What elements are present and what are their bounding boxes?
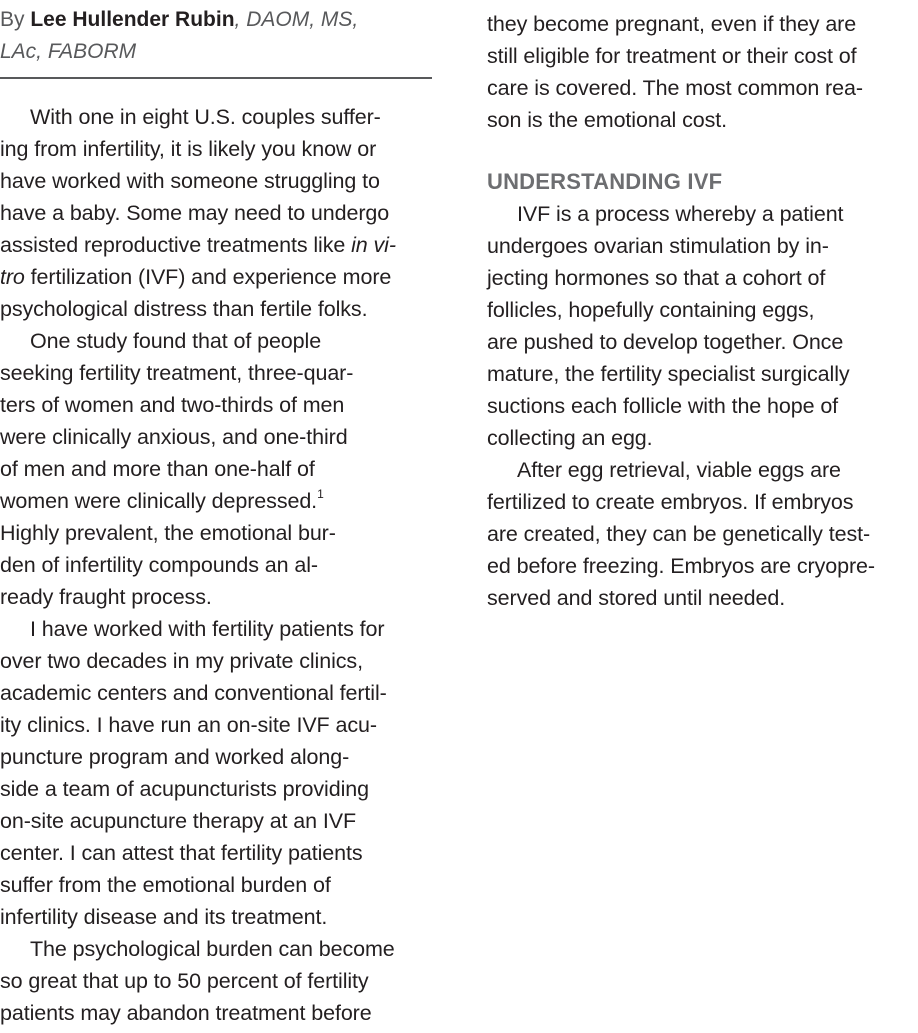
text-line: have worked with someone struggling to bbox=[0, 169, 380, 193]
text-line: ity clinics. I have run an on-site IVF acu- bbox=[0, 713, 377, 737]
section-heading: UNDERSTANDING IVF bbox=[487, 169, 723, 194]
text-line: son is the emotional cost. bbox=[487, 108, 727, 132]
text-line: still eligible for treatment or their cost of bbox=[487, 44, 857, 68]
text-line: fertilized to create embryos. If embryos bbox=[487, 490, 854, 514]
text-line: collecting an egg. bbox=[487, 426, 653, 450]
left-column bbox=[0, 0, 432, 1029]
text-line: served and stored until needed. bbox=[487, 586, 786, 610]
text-line: IVF is a process whereby a patient bbox=[517, 202, 844, 226]
text-line: mature, the fertility specialist surgically bbox=[487, 362, 850, 386]
text-line: The psychological burden can become bbox=[30, 937, 395, 961]
italic-term: tro bbox=[0, 265, 25, 289]
text-line: academic centers and conventional fertil- bbox=[0, 681, 387, 705]
text-line: After egg retrieval, viable eggs are bbox=[517, 458, 841, 482]
article-body-right-bottom bbox=[487, 198, 918, 614]
text-line: ters of women and two-thirds of men bbox=[0, 393, 345, 417]
text-line: seeking fertility treatment, three-quar- bbox=[0, 361, 354, 385]
text-line: were clinically anxious, and one-third bbox=[0, 425, 348, 449]
text-line: I have worked with fertility patients for bbox=[30, 617, 385, 641]
italic-term: in vi- bbox=[351, 233, 396, 257]
text-line: suctions each follicle with the hope of bbox=[487, 394, 839, 418]
text-line: infertility disease and its treatment. bbox=[0, 905, 328, 929]
byline bbox=[0, 4, 432, 68]
article-body-right-top bbox=[487, 8, 918, 136]
text-line: den of infertility compounds an al- bbox=[0, 553, 318, 577]
text-span: women were clinically depressed. bbox=[0, 489, 318, 513]
text-line: have a baby. Some may need to undergo bbox=[0, 201, 390, 225]
text-line: patients may abandon treatment before bbox=[0, 1001, 372, 1025]
byline-prefix: By bbox=[0, 8, 31, 31]
text-line: psychological distress than fertile folks. bbox=[0, 297, 368, 321]
text-line: center. I can attest that fertility patients bbox=[0, 841, 363, 865]
text-line: puncture program and worked along- bbox=[0, 745, 350, 769]
text-line: are pushed to develop together. Once bbox=[487, 330, 844, 354]
text-line: ed before freezing. Embryos are cryopre- bbox=[487, 554, 875, 578]
text-line: so great that up to 50 percent of fertility bbox=[0, 969, 369, 993]
text-line bbox=[0, 485, 432, 517]
text-line: follicles, hopefully containing eggs, bbox=[487, 298, 815, 322]
text-line: care is covered. The most common rea- bbox=[487, 76, 863, 100]
text-line: One study found that of people bbox=[30, 329, 322, 353]
text-line: over two decades in my private clinics, bbox=[0, 649, 363, 673]
footnote-ref: 1 bbox=[317, 486, 324, 501]
text-line: jecting hormones so that a cohort of bbox=[487, 266, 826, 290]
text-line: are created, they can be genetically test- bbox=[487, 522, 871, 546]
text-line: ready fraught process. bbox=[0, 585, 212, 609]
text-line: undergoes ovarian stimulation by in- bbox=[487, 234, 829, 258]
text-span: assisted reproductive treatments like bbox=[0, 233, 352, 257]
text-line: With one in eight U.S. couples suffer- bbox=[30, 105, 381, 129]
text-line bbox=[0, 229, 432, 261]
text-line: on-site acupuncture therapy at an IVF bbox=[0, 809, 357, 833]
article-body-left bbox=[0, 101, 432, 1029]
text-span: fertilization (IVF) and experience more bbox=[24, 265, 392, 289]
right-column bbox=[487, 0, 918, 614]
author-credentials-cont: LAc, FABORM bbox=[0, 40, 137, 63]
text-line: they become pregnant, even if they are bbox=[487, 12, 857, 36]
author-credentials: DAOM, MS, bbox=[246, 8, 359, 31]
text-line bbox=[0, 261, 432, 293]
text-line: of men and more than one-half of bbox=[0, 457, 315, 481]
text-line: side a team of acupuncturists providing bbox=[0, 777, 369, 801]
text-line: suffer from the emotional burden of bbox=[0, 873, 331, 897]
byline-divider bbox=[0, 77, 432, 79]
byline-separator: , bbox=[234, 8, 247, 31]
author-name: Lee Hullender Rubin bbox=[30, 8, 235, 31]
text-line: ing from infertility, it is likely you know or bbox=[0, 137, 377, 161]
text-line: Highly prevalent, the emotional bur- bbox=[0, 521, 336, 545]
